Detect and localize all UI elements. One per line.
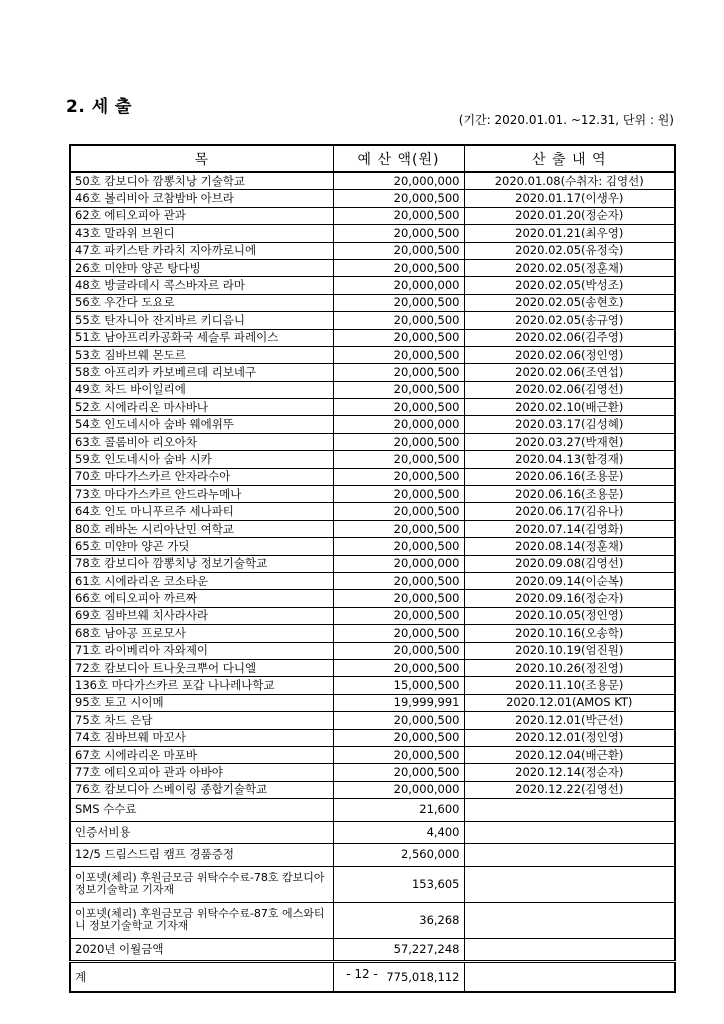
row-amount: 20,000,500 bbox=[333, 468, 464, 485]
row-item: 26호 미얀마 양곤 탕다빙 bbox=[70, 259, 333, 276]
row-amount: 20,000,500 bbox=[333, 746, 464, 763]
table-row bbox=[70, 207, 675, 224]
table-row bbox=[70, 590, 675, 607]
row-detail: 2020.02.05(유정숙) bbox=[464, 242, 675, 259]
row-amount: 20,000,500 bbox=[333, 764, 464, 781]
row-amount: 20,000,000 bbox=[333, 172, 464, 190]
row-amount: 20,000,500 bbox=[333, 572, 464, 589]
row-detail: 2020.02.06(정인영) bbox=[464, 346, 675, 363]
section-heading: 2. 세 출 bbox=[66, 97, 132, 117]
row-amount: 20,000,500 bbox=[333, 294, 464, 311]
row-item: 67호 시에라리온 마포바 bbox=[70, 746, 333, 763]
row-amount: 20,000,500 bbox=[333, 538, 464, 555]
page-number: - 12 - bbox=[346, 967, 378, 981]
row-item: 53호 짐바브웨 몬도르 bbox=[70, 346, 333, 363]
row-item: 72호 캄보디아 트나웃크뿌어 다니엘 bbox=[70, 659, 333, 676]
row-detail: 2020.09.14(이순복) bbox=[464, 572, 675, 589]
row-item: 49호 차드 바이일리에 bbox=[70, 381, 333, 398]
row-item: 95호 토고 시이메 bbox=[70, 694, 333, 711]
row-item: 75호 차드 은담 bbox=[70, 712, 333, 729]
row-detail: 2020.10.26(정진영) bbox=[464, 659, 675, 676]
row-detail bbox=[464, 902, 675, 938]
row-amount: 20,000,500 bbox=[333, 346, 464, 363]
row-detail: 2020.12.01(정인영) bbox=[464, 729, 675, 746]
row-detail: 2020.09.08(김영선) bbox=[464, 555, 675, 572]
row-item: 인증서비용 bbox=[70, 821, 333, 844]
table-row bbox=[70, 764, 675, 781]
row-detail: 2020.01.17(이생우) bbox=[464, 190, 675, 207]
table-row bbox=[70, 416, 675, 433]
table-row bbox=[70, 746, 675, 763]
row-detail: 2020.09.16(정순자) bbox=[464, 590, 675, 607]
table-body bbox=[70, 172, 675, 992]
row-detail: 2020.02.06(김주영) bbox=[464, 329, 675, 346]
row-amount: 20,000,000 bbox=[333, 555, 464, 572]
row-item: 64호 인도 마니푸르주 세나파티 bbox=[70, 503, 333, 520]
table-row bbox=[70, 312, 675, 329]
row-detail: 2020.04.13(함경재) bbox=[464, 451, 675, 468]
row-amount: 20,000,500 bbox=[333, 625, 464, 642]
table-row bbox=[70, 659, 675, 676]
row-amount: 4,400 bbox=[333, 821, 464, 844]
table-row bbox=[70, 399, 675, 416]
table-row bbox=[70, 242, 675, 259]
row-amount: 57,227,248 bbox=[333, 938, 464, 962]
row-item: 46호 볼리비아 코참밤바 아브라 bbox=[70, 190, 333, 207]
row-item: 이포넷(체리) 후원금모금 위탁수수료-78호 캄보디아 정보기술학교 기자재 bbox=[70, 866, 333, 902]
row-item: 59호 인도네시아 숨바 시카 bbox=[70, 451, 333, 468]
row-detail: 2020.01.20(정순자) bbox=[464, 207, 675, 224]
row-item: 61호 시에라리온 코소타운 bbox=[70, 572, 333, 589]
row-item: 56호 우간다 도요로 bbox=[70, 294, 333, 311]
table-row bbox=[70, 538, 675, 555]
row-detail: 2020.03.17(김성혜) bbox=[464, 416, 675, 433]
row-amount: 20,000,500 bbox=[333, 642, 464, 659]
table-row bbox=[70, 172, 675, 190]
row-amount: 20,000,500 bbox=[333, 242, 464, 259]
row-amount: 20,000,500 bbox=[333, 607, 464, 624]
table-row bbox=[70, 572, 675, 589]
table-row bbox=[70, 190, 675, 207]
row-amount: 20,000,500 bbox=[333, 486, 464, 503]
table-row bbox=[70, 781, 675, 798]
row-amount: 19,999,991 bbox=[333, 694, 464, 711]
row-item: 80호 레바논 시리아난민 여학교 bbox=[70, 520, 333, 537]
header-calculation-detail: 산 출 내 역 bbox=[464, 145, 675, 172]
table-row bbox=[70, 486, 675, 503]
row-amount: 20,000,500 bbox=[333, 520, 464, 537]
table-row bbox=[70, 642, 675, 659]
row-item: 136호 마다가스카르 포갑 나나레나학교 bbox=[70, 677, 333, 694]
table-row bbox=[70, 433, 675, 450]
row-item: 70호 마다가스카르 안자라수아 bbox=[70, 468, 333, 485]
row-item: 12/5 드림스드림 캠프 경품증정 bbox=[70, 844, 333, 867]
table-row bbox=[70, 277, 675, 294]
row-item: 43호 말라위 브윈디 bbox=[70, 225, 333, 242]
row-amount: 20,000,500 bbox=[333, 451, 464, 468]
row-detail: 2020.12.04(배근환) bbox=[464, 746, 675, 763]
row-detail: 2020.12.14(정순자) bbox=[464, 764, 675, 781]
row-item: SMS 수수료 bbox=[70, 799, 333, 822]
row-item: 73호 마다가스카르 안드라누메나 bbox=[70, 486, 333, 503]
row-detail: 2020.12.22(김영선) bbox=[464, 781, 675, 798]
row-amount: 20,000,500 bbox=[333, 207, 464, 224]
row-detail: 2020.10.16(오송학) bbox=[464, 625, 675, 642]
row-amount: 20,000,000 bbox=[333, 416, 464, 433]
row-amount: 20,000,500 bbox=[333, 381, 464, 398]
table-row bbox=[70, 555, 675, 572]
row-item: 47호 파키스탄 카라치 지아까로니에 bbox=[70, 242, 333, 259]
row-detail: 2020.02.06(김영선) bbox=[464, 381, 675, 398]
row-item: 58호 아프리카 카보베르데 리보네구 bbox=[70, 364, 333, 381]
table-row bbox=[70, 712, 675, 729]
row-detail: 2020.06.17(김유나) bbox=[464, 503, 675, 520]
row-amount: 20,000,500 bbox=[333, 433, 464, 450]
row-item: 69호 짐바브웨 치사라사라 bbox=[70, 607, 333, 624]
row-detail: 2020.07.14(김영화) bbox=[464, 520, 675, 537]
table-row bbox=[70, 520, 675, 537]
header-budget-amount: 예 산 액(원) bbox=[333, 145, 464, 172]
row-detail: 2020.02.05(정훈채) bbox=[464, 259, 675, 276]
table-row bbox=[70, 225, 675, 242]
row-detail: 2020.12.01(박근선) bbox=[464, 712, 675, 729]
table-row bbox=[70, 844, 675, 867]
row-amount: 20,000,000 bbox=[333, 277, 464, 294]
row-detail: 2020.02.05(송현호) bbox=[464, 294, 675, 311]
row-detail: 2020.12.01(AMOS KT) bbox=[464, 694, 675, 711]
row-item: 68호 남아공 프로모사 bbox=[70, 625, 333, 642]
row-amount: 20,000,500 bbox=[333, 364, 464, 381]
table-row bbox=[70, 866, 675, 902]
table-row bbox=[70, 694, 675, 711]
table-row bbox=[70, 294, 675, 311]
row-amount: 20,000,500 bbox=[333, 503, 464, 520]
table-row bbox=[70, 381, 675, 398]
row-item: 54호 인도네시아 숨바 웨에위뚜 bbox=[70, 416, 333, 433]
row-detail: 2020.03.27(박재현) bbox=[464, 433, 675, 450]
row-item: 50호 캄보디아 깜뽕치낭 기술학교 bbox=[70, 172, 333, 190]
row-item: 77호 에티오피아 관과 아바야 bbox=[70, 764, 333, 781]
row-detail: 2020.10.05(정인영) bbox=[464, 607, 675, 624]
row-item: 62호 에티오피아 관과 bbox=[70, 207, 333, 224]
table-row bbox=[70, 821, 675, 844]
row-item: 52호 시에라리온 마사바나 bbox=[70, 399, 333, 416]
table-row bbox=[70, 329, 675, 346]
table-row bbox=[70, 451, 675, 468]
row-detail: 2020.06.16(조용문) bbox=[464, 486, 675, 503]
row-item: 76호 캄보디아 스베이링 종합기술학교 bbox=[70, 781, 333, 798]
row-amount: 153,605 bbox=[333, 866, 464, 902]
header-item: 목 bbox=[70, 145, 333, 172]
row-item: 71호 라이베리아 자와제이 bbox=[70, 642, 333, 659]
row-detail: 2020.01.21(최우영) bbox=[464, 225, 675, 242]
row-item: 48호 방글라데시 콕스바자르 라마 bbox=[70, 277, 333, 294]
row-amount: 20,000,500 bbox=[333, 590, 464, 607]
row-item: 51호 남아프리카공화국 세슬루 파레이스 bbox=[70, 329, 333, 346]
table-header-row bbox=[70, 145, 675, 172]
row-amount: 775,018,112 bbox=[333, 962, 464, 993]
row-amount: 20,000,500 bbox=[333, 225, 464, 242]
row-detail: 2020.10.19(엄진원) bbox=[464, 642, 675, 659]
row-detail: 2020.02.05(박성조) bbox=[464, 277, 675, 294]
row-amount: 20,000,500 bbox=[333, 259, 464, 276]
row-item: 66호 에티오피아 까르짜 bbox=[70, 590, 333, 607]
row-amount: 2,560,000 bbox=[333, 844, 464, 867]
table-row bbox=[70, 902, 675, 938]
table-row bbox=[70, 799, 675, 822]
row-amount: 20,000,500 bbox=[333, 329, 464, 346]
table-row bbox=[70, 259, 675, 276]
row-amount: 20,000,000 bbox=[333, 781, 464, 798]
table-row bbox=[70, 607, 675, 624]
row-detail: 2020.02.10(배근환) bbox=[464, 399, 675, 416]
row-item: 계 bbox=[70, 962, 333, 993]
row-detail: 2020.02.06(조연섭) bbox=[464, 364, 675, 381]
row-amount: 36,268 bbox=[333, 902, 464, 938]
table-row bbox=[70, 503, 675, 520]
row-amount: 15,000,500 bbox=[333, 677, 464, 694]
budget-table bbox=[69, 144, 676, 993]
row-item: 74호 짐바브웨 마꼬사 bbox=[70, 729, 333, 746]
row-item: 65호 미얀마 양곤 가딧 bbox=[70, 538, 333, 555]
row-detail: 2020.01.08(수취자: 김영선) bbox=[464, 172, 675, 190]
table-row bbox=[70, 625, 675, 642]
table-row bbox=[70, 677, 675, 694]
row-detail bbox=[464, 844, 675, 867]
row-amount: 20,000,500 bbox=[333, 729, 464, 746]
table-row bbox=[70, 364, 675, 381]
table-row bbox=[70, 468, 675, 485]
row-amount: 20,000,500 bbox=[333, 399, 464, 416]
row-amount: 20,000,500 bbox=[333, 312, 464, 329]
row-amount: 20,000,500 bbox=[333, 659, 464, 676]
row-item: 63호 콜롬비아 리오아차 bbox=[70, 433, 333, 450]
period-note: (기간: 2020.01.01. ~12.31, 단위 : 원) bbox=[458, 113, 674, 127]
row-amount: 20,000,500 bbox=[333, 190, 464, 207]
row-detail: 2020.06.16(조용문) bbox=[464, 468, 675, 485]
table-row bbox=[70, 729, 675, 746]
table-row bbox=[70, 346, 675, 363]
table-row bbox=[70, 938, 675, 962]
row-detail bbox=[464, 799, 675, 822]
row-detail bbox=[464, 821, 675, 844]
row-item: 78호 캄보디아 깜뽕치낭 정보기술학교 bbox=[70, 555, 333, 572]
row-detail: 2020.08.14(정훈채) bbox=[464, 538, 675, 555]
row-detail: 2020.02.05(송규영) bbox=[464, 312, 675, 329]
row-detail bbox=[464, 938, 675, 962]
row-detail bbox=[464, 866, 675, 902]
row-item: 2020년 이월금액 bbox=[70, 938, 333, 962]
row-item: 55호 탄자니아 잔지바르 키디음니 bbox=[70, 312, 333, 329]
row-amount: 21,600 bbox=[333, 799, 464, 822]
row-item: 이포넷(체리) 후원금모금 위탁수수료-87호 에스와티니 정보기술학교 기자재 bbox=[70, 902, 333, 938]
row-amount: 20,000,500 bbox=[333, 712, 464, 729]
row-detail: 2020.11.10(조용문) bbox=[464, 677, 675, 694]
